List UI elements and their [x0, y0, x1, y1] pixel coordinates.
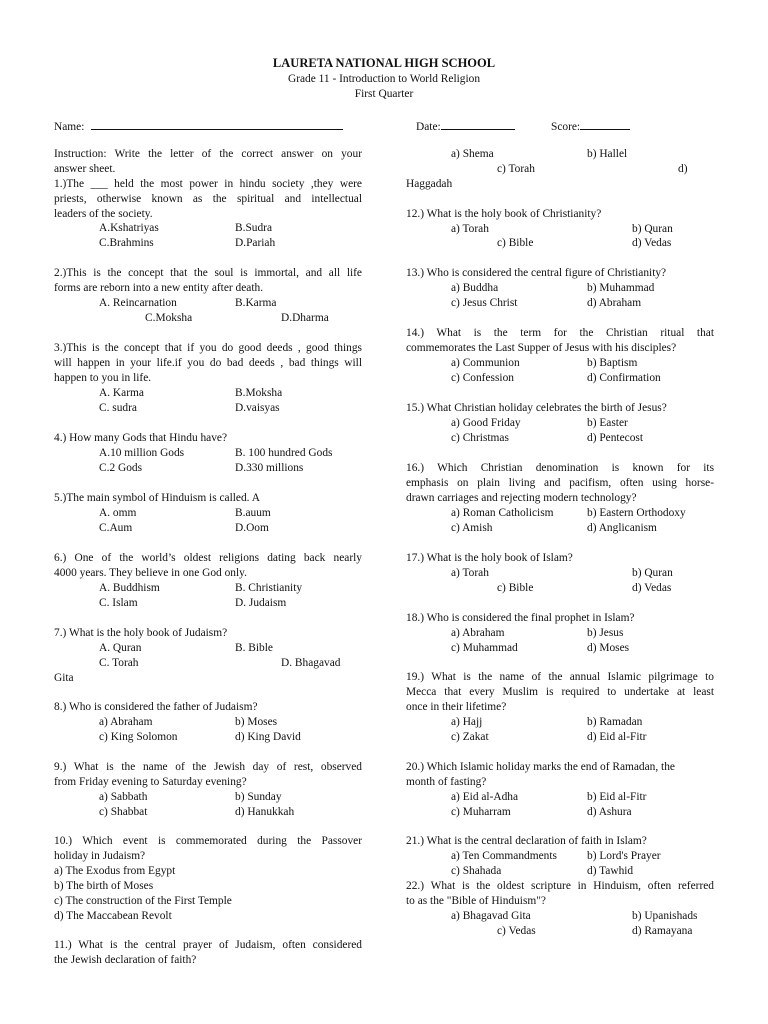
name-label: Name:	[54, 121, 85, 133]
choice-c: c) Jesus Christ	[451, 297, 518, 309]
date-blank	[441, 118, 515, 130]
choice-c: C. Torah	[99, 657, 139, 669]
choice-b: B. 100 hundred Gods	[235, 447, 333, 459]
question-text: month of fasting?	[406, 776, 487, 788]
question-text: 17.) What is the holy book of Islam?	[406, 552, 573, 564]
choice-a: A. Buddhism	[99, 582, 160, 594]
question-text: 2.)This is the concept that the soul is immortal, and all life	[54, 267, 362, 279]
question-text: priests, otherwise known as the spiritual and intellectual	[54, 193, 362, 205]
choice-b: b) Ramadan	[587, 716, 643, 728]
choice-c: C. sudra	[99, 402, 137, 414]
choice-b: b) Upanishads	[632, 910, 698, 922]
question-text: holiday in Judaism?	[54, 850, 146, 862]
choice-a: A. Reincarnation	[99, 297, 177, 309]
choice-a: a) Communion	[451, 357, 520, 369]
choice-b: b) Hallel	[587, 148, 628, 160]
choice-a: a) Buddha	[451, 282, 499, 294]
course-title: Grade 11 - Introduction to World Religion	[287, 73, 481, 85]
choice-c: c) Shabbat	[99, 806, 148, 818]
choice-a: a) Shema	[451, 148, 494, 160]
school-name: LAURETA NATIONAL HIGH SCHOOL	[272, 56, 496, 70]
choice-c: c) The construction of the First Temple	[54, 895, 232, 907]
question-text: from Friday evening to Saturday evening?	[54, 776, 247, 788]
choice-b: b) Quran	[632, 567, 673, 579]
date-field	[416, 118, 515, 135]
choice-c: C.Aum	[99, 522, 133, 534]
choice-d: d)	[678, 163, 688, 175]
question-text: Mecca that every Muslim is required to undertake at least	[406, 686, 714, 698]
choice-c: c) Christmas	[451, 432, 509, 444]
choice-b: b) Sunday	[235, 791, 282, 803]
choice-b: b) Lord's Prayer	[587, 850, 661, 862]
choice-b: b) Eastern Orthodoxy	[587, 507, 686, 519]
question-text: once in their lifetime?	[406, 701, 507, 713]
choice-c: C.Brahmins	[99, 237, 154, 249]
choice-c: c) Shahada	[451, 865, 502, 877]
instruction-line-1: Instruction: Write the letter of the correct answer on your	[54, 148, 362, 160]
name-blank	[91, 118, 343, 130]
choice-c: c) King Solomon	[99, 731, 178, 743]
score-blank	[580, 118, 630, 130]
choice-a: a) Hajj	[451, 716, 483, 728]
choice-b: b) The birth of Moses	[54, 880, 154, 892]
question-text: 5.)The main symbol of Hinduism is called. A	[54, 492, 260, 504]
choice-a: a) Abraham	[451, 627, 505, 639]
choice-b: b) Muhammad	[587, 282, 655, 294]
choice-d: D.Oom	[235, 522, 269, 534]
question-text: the Jewish declaration of faith?	[54, 954, 197, 966]
choice-d: d) Vedas	[632, 582, 672, 594]
choice-c: C.Moksha	[145, 312, 193, 324]
choice-d: D.Pariah	[235, 237, 276, 249]
question-text: 15.) What Christian holiday celebrates the birth of Jesus?	[406, 402, 667, 414]
choice-a: A.10 million Gods	[99, 447, 185, 459]
question-text: 11.) What is the central prayer of Judaism, often considered	[54, 939, 362, 951]
choice-c: c) Bible	[497, 582, 534, 594]
choice-a: a) Eid al-Adha	[451, 791, 519, 803]
choice-b: B. Christianity	[235, 582, 303, 594]
question-text: 10.) Which event is commemorated during the Passover	[54, 835, 362, 847]
question-text: 22.) What is the oldest scripture in Hinduism, often referred	[406, 880, 714, 892]
choice-d: d) Abraham	[587, 297, 642, 309]
question-text: 14.) What is the term for the Christian ritual that	[406, 327, 714, 339]
choice-d: d) Vedas	[632, 237, 672, 249]
question-text: drawn carriages and rejecting modern technology?	[406, 492, 637, 504]
choice-a: a) Roman Catholicism	[451, 507, 554, 519]
question-text: to as the "Bible of Hinduism"?	[406, 895, 546, 907]
question-text: 8.) Who is considered the father of Judaism?	[54, 701, 258, 713]
choice-c: c) Torah	[497, 163, 535, 175]
choice-a: a) Abraham	[99, 716, 153, 728]
choice-a: A. Karma	[99, 387, 144, 399]
choice-b: B. Bible	[235, 642, 273, 654]
choice-d: d) Pentecost	[587, 432, 643, 444]
question-text: commemorates the Last Supper of Jesus with his disciples?	[406, 342, 677, 354]
choice-a: a) Bhagavad Gita	[451, 910, 531, 922]
question-text: leaders of the society.	[54, 208, 153, 220]
choice-d: d) Hanukkah	[235, 806, 295, 818]
question-text: emphasis on plain living and pacifism, often using horse-	[406, 477, 714, 489]
choice-c: C. Islam	[99, 597, 138, 609]
question-text: 13.) Who is considered the central figure of Christianity?	[406, 267, 667, 279]
choice-d-cont: Gita	[54, 672, 74, 684]
choice-d: D. Bhagavad	[281, 657, 341, 669]
choice-d: d) King David	[235, 731, 301, 743]
choice-b: B.Karma	[235, 297, 277, 309]
choice-c: c) Bible	[497, 237, 534, 249]
question-text: 4000 years. They believe in one God only.	[54, 567, 247, 579]
instruction-line-2: answer sheet.	[54, 163, 116, 175]
choice-a: a) The Exodus from Egypt	[54, 865, 176, 877]
choice-b: b) Eid al-Fitr	[587, 791, 647, 803]
question-text: 20.) Which Islamic holiday marks the end of Ramadan, the	[406, 761, 675, 773]
choice-d: d) Confirmation	[587, 372, 661, 384]
score-field	[551, 118, 630, 135]
quarter-label: First Quarter	[354, 88, 414, 100]
choice-a: a) Torah	[451, 223, 489, 235]
choice-c: c) Muhammad	[451, 642, 518, 654]
choice-c: c) Vedas	[497, 925, 536, 937]
choice-a: a) Sabbath	[99, 791, 148, 803]
choice-d-cont: Haggadah	[406, 178, 453, 190]
choice-d: d) Eid al-Fitr	[587, 731, 647, 743]
question-text: 7.) What is the holy book of Judaism?	[54, 627, 228, 639]
choice-d: D.Dharma	[281, 312, 329, 324]
question-text: 6.) One of the world’s oldest religions dating back nearly	[54, 552, 362, 564]
question-text: forms are reborn into a new entity after death.	[54, 282, 264, 294]
choice-b: B.Sudra	[235, 222, 273, 234]
choice-d: d) The Maccabean Revolt	[54, 910, 172, 922]
choice-c: c) Zakat	[451, 731, 489, 743]
question-text: 21.) What is the central declaration of faith in Islam?	[406, 835, 647, 847]
name-field	[54, 118, 343, 135]
choice-b: b) Quran	[632, 223, 673, 235]
question-text: 1.)The ___ held the most power in hindu society ,they were	[54, 178, 362, 190]
question-text: 3.)This is the concept that if you do good deeds , good things	[54, 342, 362, 354]
question-text: will happen in your life.if you do bad deeds , bad things will	[54, 357, 362, 369]
choice-b: B.auum	[235, 507, 271, 519]
question-text: 9.) What is the name of the Jewish day of rest, observed	[54, 761, 362, 773]
choice-c: c) Amish	[451, 522, 493, 534]
choice-b: b) Baptism	[587, 357, 638, 369]
date-label: Date:	[416, 121, 441, 133]
question-text: 19.) What is the name of the annual Islamic pilgrimage to	[406, 671, 714, 683]
choice-d: d) Tawhid	[587, 865, 634, 877]
question-text: 16.) Which Christian denomination is known for its	[406, 462, 714, 474]
question-text: 12.) What is the holy book of Christianity?	[406, 208, 602, 220]
choice-d: d) Anglicanism	[587, 522, 657, 534]
choice-d: D. Judaism	[235, 597, 287, 609]
choice-c: C.2 Gods	[99, 462, 143, 474]
choice-a: a) Good Friday	[451, 417, 521, 429]
choice-d: d) Moses	[587, 642, 630, 654]
choice-b: B.Moksha	[235, 387, 283, 399]
choice-a: A. Quran	[99, 642, 142, 654]
choice-a: A.Kshatriyas	[99, 222, 159, 234]
choice-d: D.330 millions	[235, 462, 304, 474]
choice-a: A. omm	[99, 507, 137, 519]
choice-d: d) Ramayana	[632, 925, 693, 937]
choice-c: c) Muharram	[451, 806, 511, 818]
choice-b: b) Jesus	[587, 627, 624, 639]
choice-c: c) Confession	[451, 372, 514, 384]
question-text: 4.) How many Gods that Hindu have?	[54, 432, 228, 444]
choice-b: b) Moses	[235, 716, 278, 728]
choice-d: D.vaisyas	[235, 402, 280, 414]
question-text: 18.) Who is considered the final prophet in Islam?	[406, 612, 635, 624]
question-text: happen to you in life.	[54, 372, 152, 384]
choice-a: a) Torah	[451, 567, 489, 579]
score-label: Score:	[551, 121, 581, 133]
choice-b: b) Easter	[587, 417, 628, 429]
choice-d: d) Ashura	[587, 806, 632, 818]
choice-a: a) Ten Commandments	[451, 850, 557, 862]
